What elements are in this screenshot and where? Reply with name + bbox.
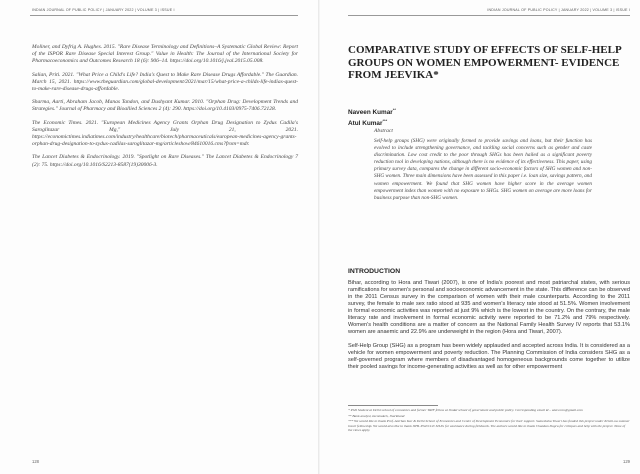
paragraph: Self-Help Group (SHG) as a program has been widely applauded and accepted across India. It is considered as a vehicle for women empowerment and poverty reduction. The Planning Commission of India considers SHG as a self-governed program where members of disadvantaged homogeneous backgrounds come together to utilize their pooled savings for income-generating activities as well as for other empowerment <box>348 343 630 370</box>
left-page-number: 128 <box>32 459 39 464</box>
section-heading: INTRODUCTION <box>348 268 401 275</box>
author-list <box>348 106 548 129</box>
left-running-head: INDIAN JOURNAL OF PUBLIC POLICY | JANUARY 2022 | VOLUME 3 | ISSUE I <box>32 8 175 12</box>
right-page-number: 129 <box>623 459 630 464</box>
footnote-rule <box>348 405 438 406</box>
author-name: Atul Kumar*** <box>348 118 388 128</box>
paragraph: Bihar, according to Hora and Tiwari (2007), is one of India's poorest and most patriarchal states, with serious ramifications for women's personal and socioeconomic advancement in the state. This difference can be observed in the 2011 Census survey in the comparison of women with their male counterparts. According to the 2011 survey, the female to male sex ratio stood at 935 and women's literacy rate stood at 51.5%. Women involvement in formal economic activities was reported at just 9% which is the lowest in the country. On the contrary, the male literacy rate and involvement in formal economic activity were reported to be 71.2% and 79% respectively. Women's health conditions are a matter of concern as the National Family Health Survey IV reports that 53.1% women are anaemic and 22.9% are underweight in the region (Hora and Tiwari, 2007). <box>348 280 630 335</box>
footnote: ** Bank analyst, Iacomakeh, Jharkhand <box>348 413 405 418</box>
reference-item: Sharma, Aarti, Abraham Jacob, Manas Tandon, and Dushyant Kumar. 2010. "Orphan Drug: Development Trends and Strategies." Journal of Pharmacy and Bioallied Sciences 2 (4): 290. https://doi.org/10.4103/0975-7406.72128. <box>32 99 298 113</box>
author-name: Naveen Kumar** <box>348 107 396 117</box>
right-running-head: INDIAN JOURNAL OF PUBLIC POLICY | JANUARY 2022 | VOLUME 3 | ISSUE I <box>487 8 630 12</box>
body-text <box>348 280 630 378</box>
footnote: * PhD Student at Delhi school of economics and former TRIF fellow at Jindal school of government and public policy. Corresponding email id – atul.econ@gmail.com <box>348 408 583 412</box>
footnotes <box>348 408 630 434</box>
reference-item: The Lancet Diabetes & Endocrinology. 2019. "Spotlight on Rare Diseases." The Lancet Diabetes & Endocrinology 7 (2): 75. https://doi.org/10.1016/S2213-8587(19)30006-3. <box>32 154 298 168</box>
article-title: COMPARATIVE STUDY OF EFFECTS OF SELF-HELP GROUPS ON WOMEN EMPOWERMENT- EVIDENCE FROM JEEVIKA* <box>348 44 622 82</box>
abstract-heading: Abstract <box>374 128 393 134</box>
reference-list <box>32 44 298 175</box>
left-header-rule <box>30 15 298 16</box>
reference-item: The Economic Times. 2021. "European Medicines Agency Grants Orphan Drug Designation to Zydus Cadila's Saroglitazar Mg," July 21, 2021. https://economictimes.indiatimes.com/industry/healthcare/biotech/pharmaceuticals/european-medicines-agency-grants-orphan-drug-designation-to-zydus-cadilas-saroglitazar-mg/articleshow/84610016.cms?from=mdr. <box>32 119 298 148</box>
right-page <box>320 0 640 474</box>
footnote: *** We would like to thank Prof. Anirban Kar & Delhi School of Economics and Centre of Development Economics for their support. Sameeksha Tiwari has funded this project under Krishi-na summer travel fellowship. We would also like to thank JIHL PGP.J.I.P. SILIG for assistance during fieldwork. The authors would like to thank Chandan Dogra for critiques and help with the project. None of the views apply. <box>348 419 630 433</box>
reference-item: Moliner, and Dyfrig A. Hughes. 2015. "Rare Disease Terminology and Definitions–A Systematic Global Review: Report of the ISPOR Rare Disease Special Interest Group." Value in Health: The Journal of the International Society for Pharmacoeconomics and Outcomes Research 18 (6): 906–14. https://doi.org/10.1016/j.jval.2015.05.008. <box>32 44 298 65</box>
right-header-rule <box>348 15 630 16</box>
abstract-text: Self-help groups (SHG) were originally formed to provide savings and loans, but their function has evolved to include strengthening governance, and tackling social concerns such as gender and caste discrimination. Low cost credit to the poor through SHGs has been hailed as a significant poverty reduction tool in developing nations, although there is no evidence of its effectiveness. This paper, using primary survey data, compares the change in different socio-economic factors of SHG women and non-SHG women. Three main dimensions have been assessed in this paper i.e. loan size, savings pattern, and women empowerment. We found that SHG women have higher score in the average women empowerment index than women with no exposure to SHGs. SHG women on average are more loans for business purpose than non-SHG women. <box>374 138 592 201</box>
reference-item: Salian, Priti. 2021. "What Price a Child's Life? India's Quest to Make Rare Disease Drugs Affordable." The Guardian. March 15, 2021. https://www.theguardian.com/global-development/2021/mar/15/what-price-a-childs-life-indias-quest-to-make-rare-disease-drugs-affordable. <box>32 71 298 93</box>
